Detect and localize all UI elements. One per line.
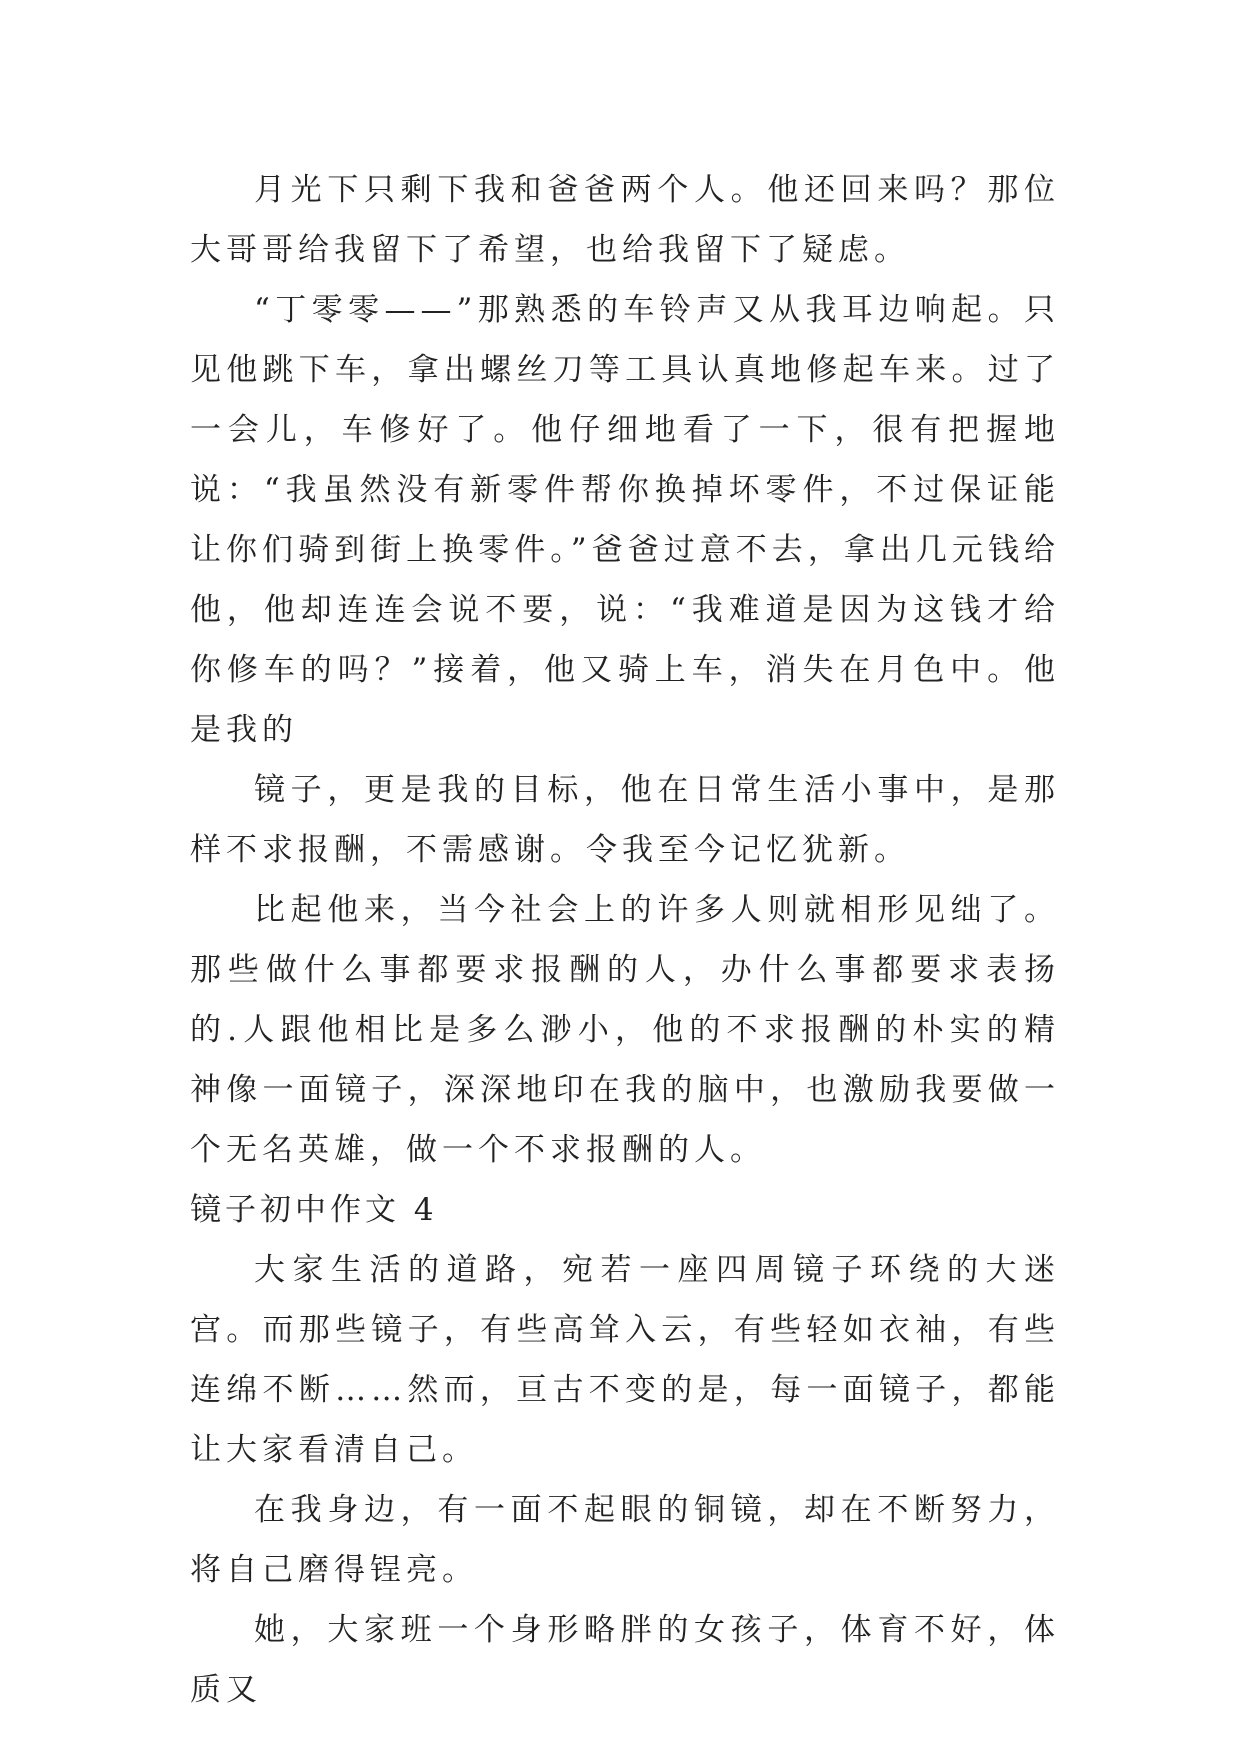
paragraph-3: 镜子，更是我的目标，他在日常生活小事中，是那样不求报酬，不需感谢。令我至今记忆犹新。 — [190, 772, 1060, 868]
paragraph-1: 月光下只剩下我和爸爸两个人。他还回来吗？那位大哥哥给我留下了希望，也给我留下了疑虑。 — [190, 172, 1060, 268]
paragraph-2: “丁零零——”那熟悉的车铃声又从我耳边响起。只见他跳下车，拿出螺丝刀等工具认真地修起车来。过了一会儿，车修好了。他仔细地看了一下，很有把握地说：“我虽然没有新零件帮你换掉坏零件，不过保证能让你们骑到街上换零件。”爸爸过意不去，拿出几元钱给他，他却连连会说不要，说：“我难道是因为这钱才给你修车的吗？”接着，他又骑上车，消失在月色中。他是我的 — [190, 292, 1060, 748]
paragraph-4: 比起他来，当今社会上的许多人则就相形见绌了。那些做什么事都要求报酬的人，办什么事都要求表扬的.人跟他相比是多么渺小，他的不求报酬的朴实的精神像一面镜子，深深地印在我的脑中，也激励我要做一个无名英雄，做一个不求报酬的人。 — [190, 892, 1060, 1168]
paragraph-7: 她，大家班一个身形略胖的女孩子，体育不好，体质又 — [190, 1612, 1060, 1708]
document-body — [190, 160, 1060, 1720]
paragraph-6: 在我身边，有一面不起眼的铜镜，却在不断努力，将自己磨得锃亮。 — [190, 1492, 1060, 1588]
section-heading: 镜子初中作文 4 — [190, 1192, 438, 1228]
paragraph-5: 大家生活的道路，宛若一座四周镜子环绕的大迷宫。而那些镜子，有些高耸入云，有些轻如衣袖，有些连绵不断……然而，亘古不变的是，每一面镜子，都能让大家看清自己。 — [190, 1252, 1060, 1468]
